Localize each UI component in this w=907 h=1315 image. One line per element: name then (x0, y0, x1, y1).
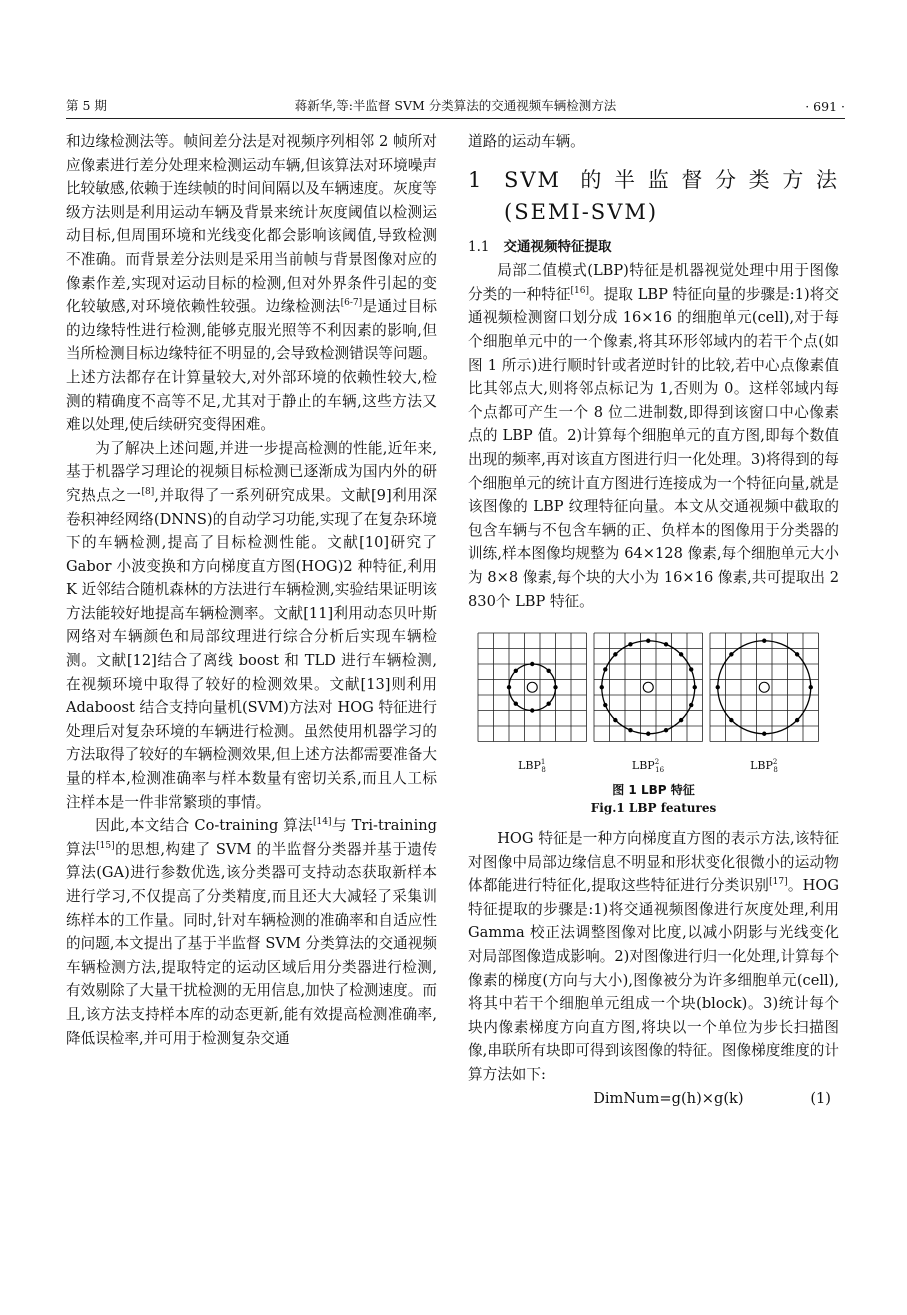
neighbor-point (646, 732, 650, 736)
lbp-label-2: LBP$^2$ 16 (631, 758, 665, 774)
right-column (468, 130, 839, 1110)
paragraph: 局部二值模式(LBP)特征是机器视觉处理中用于图像分类的一种特征[16]。提取 LBP 特征向量的步骤是:1)将交通视频检测窗口划分成 16×16 的细胞单元(cell),对于每个细胞单元中的一个像素,将其环形邻域内的若干个点(如图 1 所示)进行顺时针或者逆时针的比较,若中心点像素值比其邻点大,则将邻点标记为 1,否则为 0。这样邻域内每个点都可产生一个 8 位二进制数,即得到该窗口中心像素点的 LBP 值。2)计算每个细胞单元的直方图,即每个数值出现的频率,再对该直方图进行归一化处理。3)将得到的每个细胞单元的统计直方图进行连接成为一个特征向量,就是该图像的 LBP 纹理特征向量。本文从交通视频中截取的包含车辆与不包含车辆的正、负样本的图像用于分类器的训练,样本图像均规整为 64×128 像素,每个细胞单元大小为 8×8 像素,每个块的大小为 16×16 像素,共可提取出 2 830个 LBP 特征。 (468, 262, 839, 610)
paragraph: 和边缘检测法等。帧间差分法是对视频序列相邻 2 帧所对应像素进行差分处理来检测运动车辆,但该算法对环境噪声比较敏感,依赖于连续帧的时间间隔以及车辆速度。灰度等级方法则是利用运动车辆及背景来统计灰度阈值以检测运动目标,但周围环境和光线变化都会影响该阈值,导致检测不准确。而背景差分法则是采用当前帧与背景图像对应的像素作差,实现对运动目标的检测,但对外界条件引起的变化较敏感,对环境依赖性较强。边缘检测法[6-7]是通过目标的边缘特性进行检测,能够克服光照等不利因素的影响,但当所检测目标边缘特征不明显的,会导致检测错误等问题。上述方法都存在计算量较大,对外部环境的依赖性较大,检测的精确度不高等不足,尤其对于静止的车辆,这些方法又难以处理,使后续研究变得困难。 (66, 133, 437, 434)
neighbor-point (546, 669, 550, 673)
neighbor-point (646, 639, 650, 643)
running-title: 蒋新华,等:半监督 SVM 分类算法的交通视频车辆检测方法 (294, 98, 617, 113)
issue-number: 第 5 期 (66, 98, 107, 113)
equation: DimNum=g(h)×g(k) (1) (468, 1087, 839, 1111)
figure-caption-en: Fig.1 LBP features (590, 801, 717, 816)
neighbor-point (693, 685, 697, 689)
neighbor-point (514, 669, 518, 673)
figure-caption-cn: 图 1 LBP 特征 (612, 783, 695, 798)
lbp-diagram (474, 631, 834, 773)
neighbor-point (628, 728, 632, 732)
neighbor-point (530, 708, 534, 712)
neighbor-point (664, 728, 668, 732)
neighbor-point (762, 639, 766, 643)
neighbor-point (628, 642, 632, 646)
lbp-panel-1 (478, 633, 587, 742)
neighbor-point (553, 685, 557, 689)
neighbor-point (795, 718, 799, 722)
neighbor-point (546, 702, 550, 706)
citation: [14] (313, 817, 332, 828)
left-column (66, 130, 437, 1050)
neighbor-point (600, 685, 604, 689)
paragraph: 道路的运动车辆。 (468, 133, 585, 150)
neighbor-point (729, 718, 733, 722)
paragraph: 因此,本文结合 Co-training 算法[14]与 Tri-training 算法[15]的思想,构建了 SVM 的半监督分类器并基于遗传算法(GA)进行参数优选,该分类器可支持动态获取新样本进行学习,不仅提高了分类精度,而且还大大减轻了采集训练样本的工作量。同时,针对车辆检测的准确率和自适应性的问题,本文提出了基于半监督 SVM 分类算法的交通视频车辆检测方法,提取特定的运动区域后用分类器进行检测,有效剔除了大量干扰检测的无用信息,加快了检测速度。而且,该方法支持样本库的动态更新,能有效提高检测准确率,降低误检率,并可用于检测复杂交通 (66, 817, 437, 1047)
neighbor-point (679, 718, 683, 722)
citation: [17] (769, 877, 788, 888)
citation: [15] (96, 840, 115, 851)
neighbor-point (507, 685, 511, 689)
neighbor-point (795, 652, 799, 656)
neighbor-point (679, 652, 683, 656)
neighbor-point (809, 685, 813, 689)
paragraph: 为了解决上述问题,并进一步提高检测的性能,近年来,基于机器学习理论的视频目标检测已逐渐成为国内外的研究热点之一[8],并取得了一系列研究成果。文献[9]利用深卷积神经网络(DNNS)的自动学习功能,实现了在复杂环境下的车辆检测,提高了目标检测性能。文献[10]研究了 Gabor 小波变换和方向梯度直方图(HOG)2 种特征,利用 K 近邻结合随机森林的方法进行车辆检测,实验结果证明该方法能较好地提高车辆检测率。文献[11]利用动态贝叶斯网络对车辆颜色和局部纹理进行综合分析后实现车辆检测。文献[12]结合了离线 boost 和 TLD 进行车辆检测,在视频环境中取得了较好的检测效果。文献[13]则利用 Adaboost 结合支持向量机(SVM)方法对 HOG 特征进行处理后对复杂环境的车辆进行检测。虽然使用机器学习的方法取得了较好的车辆检测效果,但上述方法都需要准备大量的样本,检测准确率与样本数量有密切关系,而且人工标注样本是一件非常繁琐的事情。 (66, 439, 437, 811)
lbp-label-3: LBP$^2$ 8 (750, 758, 778, 774)
lbp-panel-3 (710, 633, 819, 742)
neighbor-point (603, 703, 607, 707)
neighbor-point (530, 662, 534, 666)
citation: [8] (141, 487, 155, 498)
neighbor-point (664, 642, 668, 646)
lbp-panel-2 (594, 633, 703, 742)
paragraph: HOG 特征是一种方向梯度直方图的表示方法,该特征对图像中局部边缘信息不明显和形状变化很微小的运动物体都能进行特征化,提取这些特征进行分类识别[17]。HOG 特征提取的步骤是:1)将交通视频图像进行灰度处理,利用 Gamma 校正法调整图像对比度,以减小阴影与光线变化对局部图像造成影响。2)对图像进行归一化处理,计算每个像素的梯度(方向与大小),图像被分为许多细胞单元(cell),将其中若干个细胞单元组成一个块(block)。3)统计每个块内像素梯度方向直方图,将块以一个单位为步长扫描图像,串联所有块即可得到该图像的特征。图像梯度维度的计算方法如下: (468, 830, 839, 1084)
neighbor-point (514, 702, 518, 706)
lbp-label-1: LBP$^1$ 8 (518, 758, 546, 774)
page-number: · 691 · (805, 99, 845, 114)
neighbor-point (716, 685, 720, 689)
neighbor-point (613, 718, 617, 722)
neighbor-point (689, 703, 693, 707)
citation: [16] (570, 285, 590, 296)
equation-number: (1) (810, 1089, 831, 1107)
figure-lbp (468, 631, 839, 821)
section-heading: 1 SVM 的半监督分类方法(SEMI-SVM) (468, 167, 839, 224)
neighbor-point (689, 667, 693, 671)
running-header (66, 92, 845, 119)
citation: [6-7] (340, 298, 363, 309)
neighbor-point (762, 732, 766, 736)
neighbor-point (729, 652, 733, 656)
neighbor-point (613, 652, 617, 656)
subsection-heading: 1.1 交通视频特征提取 (468, 238, 612, 255)
neighbor-point (603, 667, 607, 671)
